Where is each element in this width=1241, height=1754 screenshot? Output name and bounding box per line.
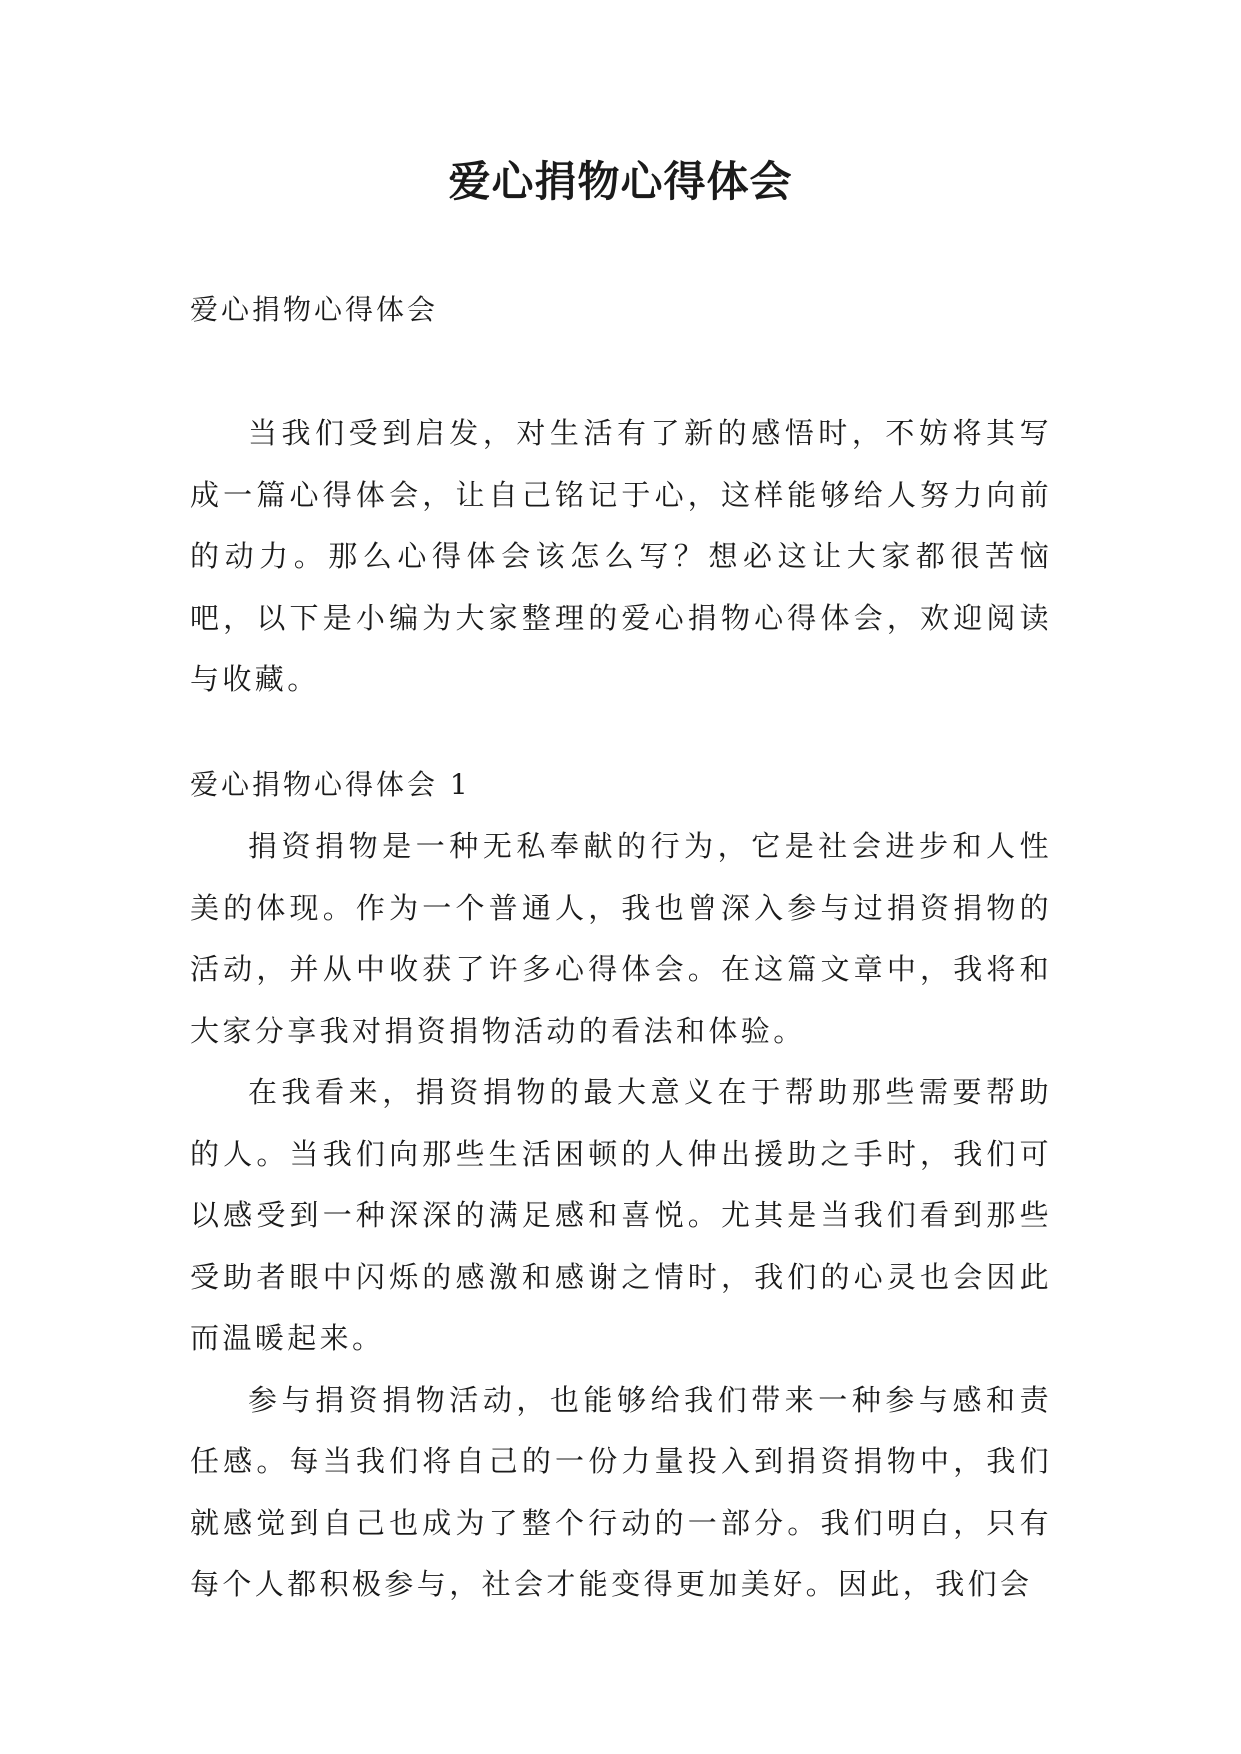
document-subtitle: 爱心捐物心得体会 <box>190 293 439 326</box>
body-paragraph: 参与捐资捐物活动，也能够给我们带来一种参与感和责任感。每当我们将自己的一份力量投入到捐资捐物中，我们就感觉到自己也成为了整个行动的一部分。我们明白，只有每个人都积极参与，社会才能变得更加美好。因此，我们会 <box>190 1382 1052 1601</box>
body-paragraph: 在我看来，捐资捐物的最大意义在于帮助那些需要帮助的人。当我们向那些生活困顿的人伸出援助之手时，我们可以感受到一种深深的满足感和喜悦。尤其是当我们看到那些受助者眼中闪烁的感激和感谢之情时，我们的心灵也会因此而温暖起来。 <box>190 1075 1052 1355</box>
intro-block <box>190 403 1052 711</box>
intro-paragraph: 当我们受到启发，对生活有了新的感悟时，不妨将其写成一篇心得体会，让自己铭记于心，这样能够给人努力向前的动力。那么心得体会该怎么写？想必这让大家都很苦恼吧，以下是小编为大家整理的爱心捐物心得体会，欢迎阅读与收藏。 <box>190 416 1052 696</box>
section-1 <box>190 760 1052 1616</box>
document-title: 爱心捐物心得体会 <box>448 157 793 206</box>
body-paragraph: 捐资捐物是一种无私奉献的行为，它是社会进步和人性美的体现。作为一个普通人，我也曾深入参与过捐资捐物的活动，并从中收获了许多心得体会。在这篇文章中，我将和大家分享我对捐资捐物活动的看法和体验。 <box>190 829 1052 1048</box>
section-heading: 爱心捐物心得体会 1 <box>190 768 471 801</box>
